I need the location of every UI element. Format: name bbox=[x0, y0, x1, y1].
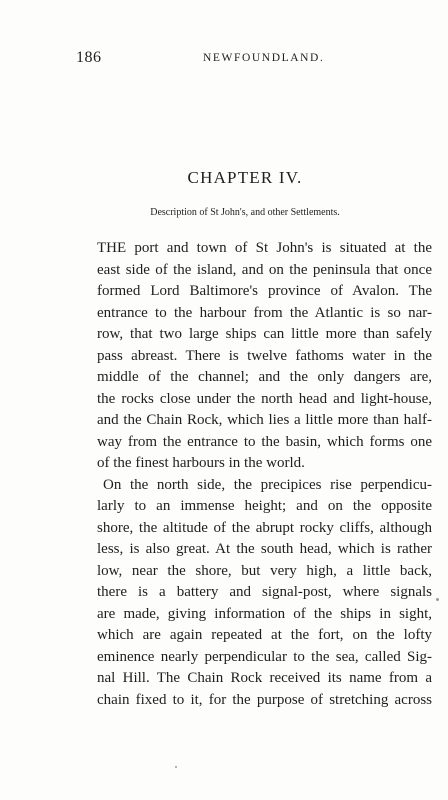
text-line: larly to an immense height; and on the opposite bbox=[97, 498, 432, 514]
text-line: the rocks close under the north head and light-house, bbox=[97, 390, 432, 407]
text-line: pass abreast. There is twelve fathoms water in the bbox=[97, 347, 432, 364]
page-number: 186 bbox=[76, 49, 102, 66]
running-title: NEWFOUNDLAND. bbox=[203, 52, 325, 64]
running-head bbox=[76, 49, 448, 69]
text-line: THE port and town of St John's is situated at the bbox=[97, 240, 432, 256]
text-line: east side of the island, and on the peninsula that once bbox=[97, 261, 432, 278]
text-line: less, is also great. At the south head, which is rather bbox=[97, 541, 432, 557]
text-line: row, that two large ships can little more than safely bbox=[97, 326, 432, 342]
text-line: and the Chain Rock, which lies a little more than half- bbox=[97, 412, 432, 428]
text-line: chain fixed to it, for the purpose of stretching across bbox=[97, 691, 432, 708]
text-line: formed Lord Baltimore's province of Avalon. The bbox=[97, 283, 432, 299]
body-text bbox=[97, 238, 432, 711]
paper-speck bbox=[175, 766, 177, 768]
text-line: eminence nearly perpendicular to the sea, called Sig- bbox=[97, 648, 432, 665]
chapter-subtitle: Description of St John's, and other Settlements. bbox=[150, 207, 340, 218]
text-line: low, near the shore, but very high, a little back, bbox=[97, 562, 432, 579]
text-line: which are again repeated at the fort, on the lofty bbox=[97, 627, 432, 643]
text-line: middle of the channel; and the only dangers are, bbox=[97, 369, 432, 385]
text-line: On the north side, the precipices rise perpendicu- bbox=[103, 476, 432, 493]
text-line: there is a battery and signal-post, where signals bbox=[97, 584, 432, 600]
text-line: of the finest harbours in the world. bbox=[97, 455, 305, 471]
chapter-title: CHAPTER IV. bbox=[187, 168, 303, 187]
text-line: are made, giving information of the ships in sight, bbox=[97, 605, 432, 622]
text-line: nal Hill. The Chain Rock received its name from a bbox=[97, 670, 432, 686]
paper-speck bbox=[436, 598, 439, 601]
text-line: shore, the altitude of the abrupt rocky cliffs, although bbox=[97, 519, 432, 536]
text-line: way from the entrance to the basin, which forms one bbox=[97, 433, 432, 450]
text-line: entrance to the harbour from the Atlantic is so nar- bbox=[97, 304, 432, 321]
